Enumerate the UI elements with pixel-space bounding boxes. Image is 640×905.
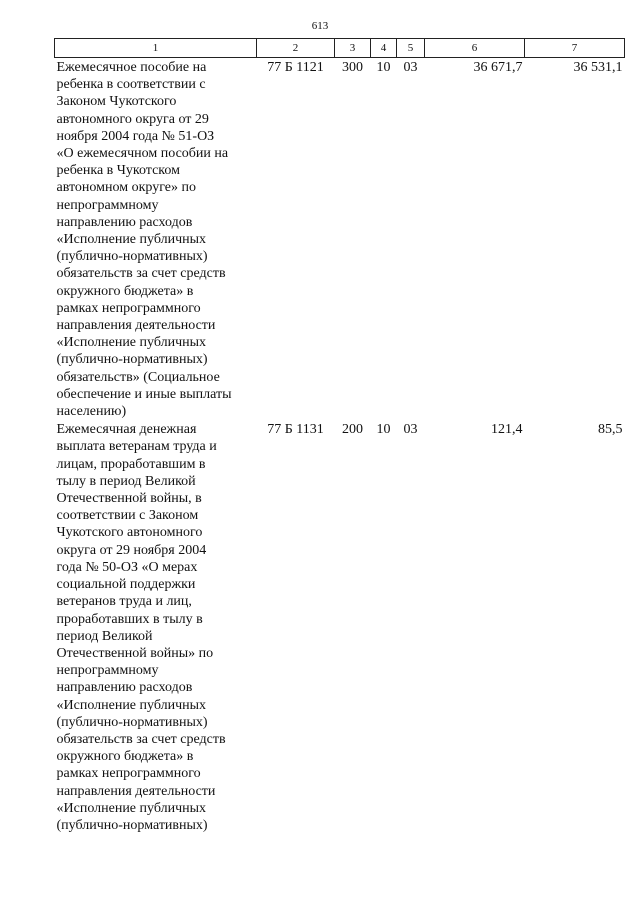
description-line: ребенка в соответствии с: [56, 77, 206, 93]
description-line: обязательств за счет средств: [56, 266, 226, 282]
description-line: социальной поддержки: [56, 577, 196, 593]
description-line: обеспечение и иные выплаты: [56, 386, 232, 402]
description-line: автономного округа от 29: [56, 111, 209, 127]
description-line: Законом Чукотского: [56, 94, 177, 110]
description-line: «О ежемесячном пособии на: [56, 146, 229, 162]
column-header-4: 4: [371, 39, 397, 58]
description-line: обязательств за счет средств: [56, 731, 226, 747]
page-number: 613: [311, 20, 329, 32]
amount-2-cell: 36 531,1: [573, 60, 623, 75]
description-line: (публично-нормативных): [56, 817, 208, 833]
description-line: Ежемесячное пособие на: [56, 60, 207, 75]
description-line: «Исполнение публичных: [56, 800, 207, 816]
column-header-6: 6: [425, 39, 525, 58]
expense-type-cell: 300: [342, 60, 363, 75]
description-line: ребенка в Чукотском: [56, 163, 180, 179]
description-line: Ежемесячная денежная: [56, 422, 197, 438]
table-row: [55, 420, 625, 834]
description-line: направления деятельности: [56, 783, 216, 799]
description-line: Отечественной войны, в: [56, 491, 202, 507]
section-cell: 10: [376, 422, 391, 438]
description-line: тылу в период Великой: [56, 473, 196, 489]
description-line: период Великой: [56, 628, 153, 644]
description-line: обязательств» (Социальное: [56, 369, 220, 385]
column-header-1: 1: [55, 39, 257, 58]
description-line: (публично-нормативных): [56, 249, 208, 265]
expense-type-cell: 200: [342, 422, 363, 438]
target-code-cell: 77 Б 1121: [267, 60, 324, 75]
description-line: окружного бюджета» в: [56, 283, 194, 299]
section-cell: 10: [376, 60, 391, 75]
description-line: «Исполнение публичных: [56, 697, 207, 713]
description-line: окружного бюджета» в: [56, 749, 194, 765]
description-line: направления деятельности: [56, 318, 216, 334]
description-line: автономном округе» по: [56, 180, 196, 196]
description-line: Отечественной войны» по: [56, 645, 214, 661]
description-line: рамках непрограммного: [56, 300, 201, 316]
description-line: (публично-нормативных): [56, 714, 208, 730]
table-row: [55, 58, 625, 421]
column-header-2: 2: [257, 39, 335, 58]
amount-2-cell: 85,5: [598, 422, 623, 438]
description-line: «Исполнение публичных: [56, 232, 207, 248]
description-line: ноября 2004 года № 51-ОЗ: [56, 128, 215, 144]
description-line: направлению расходов: [56, 214, 193, 230]
description-line: соответствии с Законом: [56, 508, 199, 524]
description-line: выплата ветеранам труда и: [56, 439, 217, 455]
budget-table: [54, 38, 625, 834]
column-header-7: 7: [525, 39, 625, 58]
description-line: непрограммному: [56, 197, 159, 213]
subsection-cell: 03: [403, 422, 418, 438]
row-description: [55, 420, 257, 834]
column-header-3: 3: [335, 39, 371, 58]
description-line: «Исполнение публичных: [56, 335, 207, 351]
row-description: [55, 58, 257, 421]
description-line: проработавших в тылу в: [56, 611, 203, 627]
description-line: округа от 29 ноября 2004: [56, 542, 207, 558]
description-line: рамках непрограммного: [56, 766, 201, 782]
column-number-row: [55, 39, 625, 58]
description-line: непрограммному: [56, 663, 159, 679]
description-line: Чукотского автономного: [56, 525, 203, 541]
target-code-cell: 77 Б 1131: [267, 422, 324, 438]
amount-1-cell: 121,4: [491, 422, 523, 438]
description-line: ветеранов труда и лиц,: [56, 594, 192, 610]
description-line: (публично-нормативных): [56, 352, 208, 368]
description-line: лицам, проработавшим в: [56, 456, 206, 472]
description-line: населению): [56, 404, 127, 420]
column-header-5: 5: [397, 39, 425, 58]
amount-1-cell: 36 671,7: [473, 60, 523, 75]
subsection-cell: 03: [403, 60, 418, 75]
description-line: года № 50-ОЗ «О мерах: [56, 559, 198, 575]
description-line: направлению расходов: [56, 680, 193, 696]
